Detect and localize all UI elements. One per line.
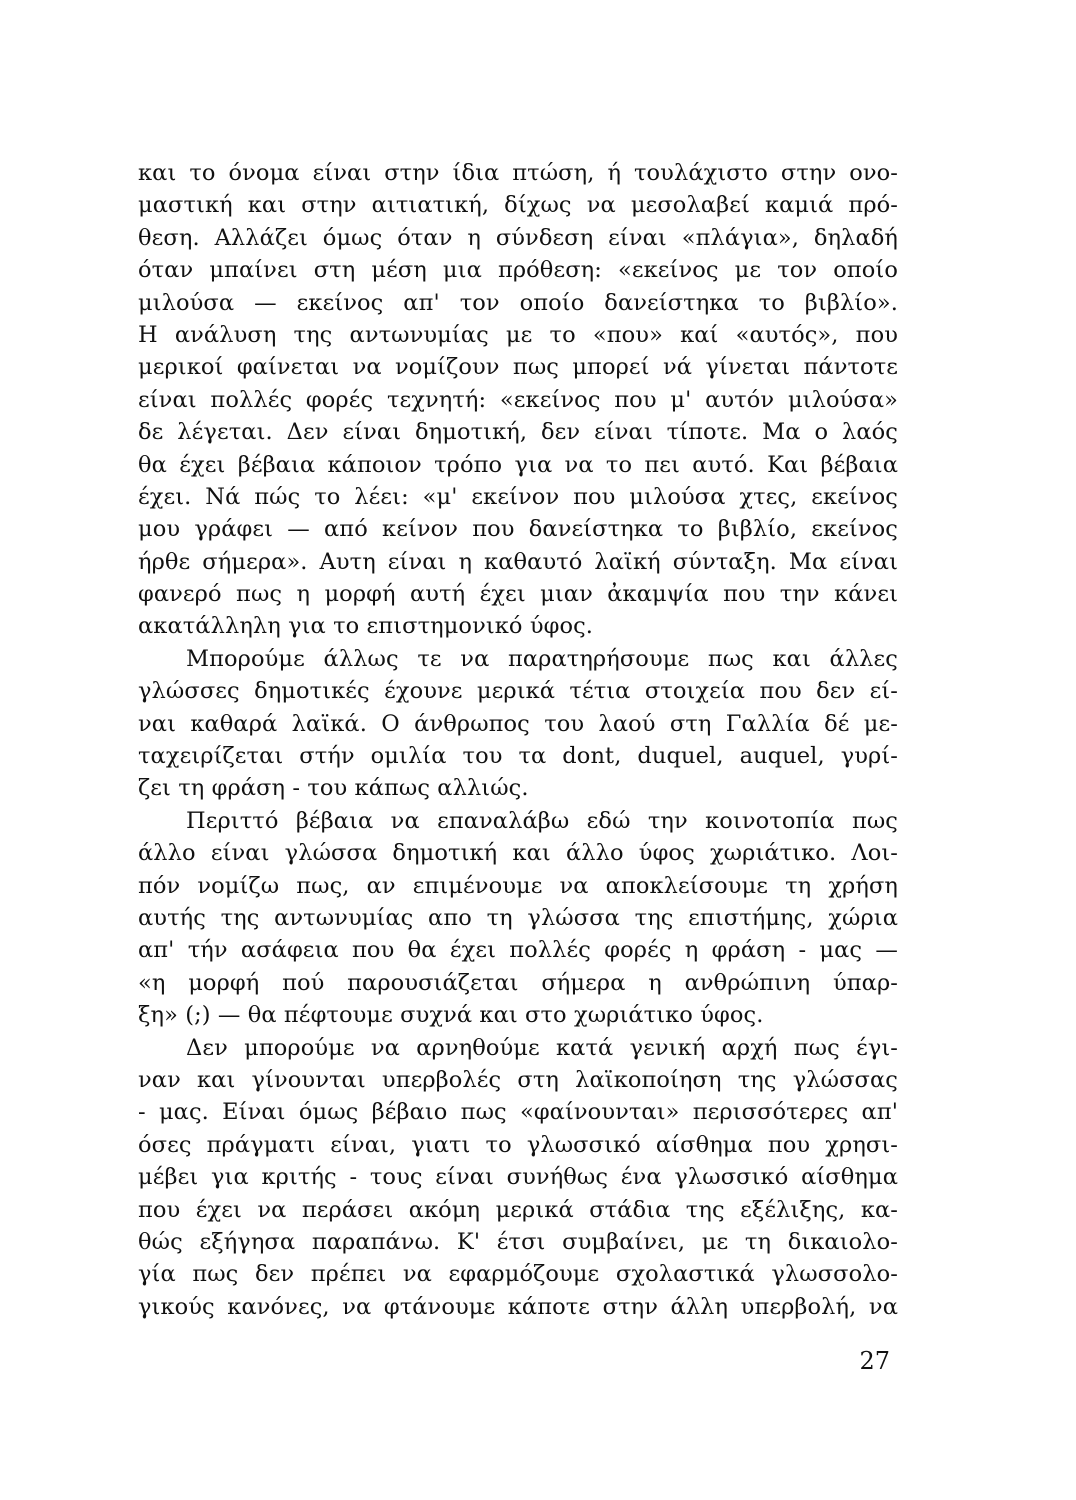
text-line: Μπορούμε άλλως τε να παρατηρήσουμε πως και άλλες	[186, 645, 898, 672]
text-line: που έχει να περάσει ακόμη μερικά στάδια της εξέλιξης, κα-	[138, 1196, 898, 1223]
text-line: αυτής της αντωνυμίας απο τη γλώσσα της επιστήμης, χώρια	[138, 904, 898, 931]
text-line: μου γράφει — από κείνον που δανείστηκα το βιβλίο, εκείνος	[138, 516, 898, 543]
page-number: 27	[859, 1347, 890, 1375]
text-line: είναι πολλές φορές τεχνητή: «εκείνος που μ' αυτόν μιλούσα»	[138, 386, 898, 413]
text-line: ταχειρίζεται στήν ομιλία του τα dont, duquel, auquel, γυρί-	[138, 743, 898, 770]
text-line: φανερό πως η μορφή αυτή έχει μιαν ἀκαμψία που την κάνει	[138, 581, 898, 608]
text-line: ναι καθαρά λαϊκά. Ο άνθρωπος του λαού στη Γαλλία δέ με-	[138, 710, 898, 737]
text-line: δε λέγεται. Δεν είναι δημοτική, δεν είναι τίποτε. Μα ο λαός	[138, 419, 898, 446]
text-line: απ' τήν ασάφεια που θα έχει πολλές φορές η φράση - μας —	[138, 937, 898, 964]
text-line: μιλούσα — εκείνος απ' τον οποίο δανείστηκα το βιβλίο».	[138, 289, 898, 316]
text-line: έχει. Νά πώς το λέει: «μ' εκείνον που μιλούσα χτες, εκείνος	[138, 483, 898, 510]
text-line: «η μορφή πού παρουσιάζεται σήμερα η ανθρώπινη ύπαρ-	[138, 969, 898, 996]
text-line: μερικοί φαίνεται να νομίζουν πως μπορεί νά γίνεται πάντοτε	[138, 354, 898, 381]
body-text	[138, 157, 898, 1323]
text-line: ζει τη φράση - του κάπως αλλιώς.	[138, 775, 529, 802]
text-line: άλλο είναι γλώσσα δημοτική και άλλο ύφος χωριάτικο. Λοι-	[138, 840, 898, 867]
paragraph-3	[138, 805, 898, 1032]
paragraph-2	[138, 643, 898, 805]
text-line: ακατάλληλη για το επιστημονικό ύφος.	[138, 613, 594, 640]
text-line: Περιττό βέβαια να επαναλάβω εδώ την κοινοτοπία πως	[186, 807, 898, 834]
text-line: Η ανάλυση της αντωνυμίας με το «που» καί «αυτός», που	[138, 321, 898, 348]
text-line: πόν νομίζω πως, αν επιμένουμε να αποκλείσουμε τη χρήση	[138, 872, 898, 899]
text-line: όταν μπαίνει στη μέση μια πρόθεση: «εκείνος με τον οποίο	[138, 257, 898, 284]
text-line: γία πως δεν πρέπει να εφαρμόζουμε σχολαστικά γλωσσολο-	[138, 1261, 898, 1288]
text-line: - μας. Είναι όμως βέβαιο πως «φαίνουνται» περισσότερες απ'	[138, 1099, 898, 1126]
paragraph-4	[138, 1032, 898, 1324]
text-line: θώς εξήγησα παραπάνω. Κ' έτσι συμβαίνει, με τη δικαιολο-	[138, 1228, 898, 1255]
text-line: όσες πράγματι είναι, γιατι το γλωσσικό αίσθημα που χρησι-	[138, 1131, 898, 1158]
text-line: ξη» (;) — θα πέφτουμε συχνά και στο χωριάτικο ύφος.	[138, 1002, 764, 1029]
text-line: θεση. Αλλάζει όμως όταν η σύνδεση είναι «πλάγια», δηλαδή	[138, 224, 898, 251]
text-line: μέβει για κριτής - τους είναι συνήθως ένα γλωσσικό αίσθημα	[138, 1164, 898, 1191]
text-line: γλώσσες δημοτικές έχουνε μερικά τέτια στοιχεία που δεν εί-	[138, 678, 898, 705]
text-line: ήρθε σήμερα». Αυτη είναι η καθαυτό λαϊκή σύνταξη. Μα είναι	[138, 548, 898, 575]
text-line: και το όνομα είναι στην ίδια πτώση, ή τουλάχιστο στην ονο-	[138, 160, 898, 186]
text-line: μαστική και στην αιτιατική, δίχως να μεσολαβεί καμιά πρό-	[138, 192, 898, 219]
text-line: Δεν μπορούμε να αρνηθούμε κατά γενική αρχή πως έγι-	[186, 1034, 898, 1061]
text-line: ναν και γίνουνται υπερβολές στη λαϊκοποίηση της γλώσσας	[138, 1066, 898, 1093]
paragraph-1	[138, 157, 898, 643]
text-line: θα έχει βέβαια κάποιον τρόπο για να το πει αυτό. Και βέβαια	[138, 451, 898, 478]
text-line: γικούς κανόνες, να φτάνουμε κάποτε στην άλλη υπερβολή, να	[138, 1293, 898, 1320]
